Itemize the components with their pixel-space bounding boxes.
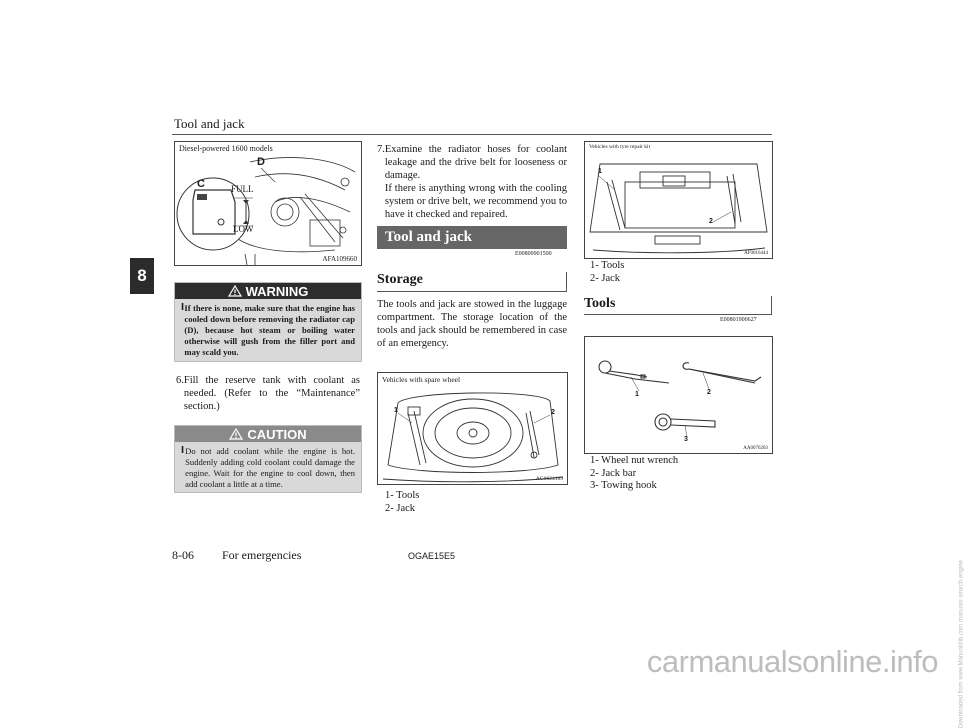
fig2-legend-item: 2- Jack	[385, 502, 416, 514]
fig3-legend-item: 2- Jack	[590, 272, 621, 284]
page-number: 8-06	[172, 548, 194, 562]
fig2-legend-item: 1- Tools	[385, 490, 420, 501]
step-6-text: Fill the reserve tank with coolant as needed. (Refer to the “Maintenance” section.)	[183, 375, 360, 412]
tools-legend	[590, 455, 678, 493]
fig3-label-1: 1	[598, 168, 602, 175]
tools-code: E00801900627	[720, 317, 757, 323]
warning-triangle-icon	[228, 285, 242, 297]
figure-reserve-tank	[174, 141, 362, 266]
fig3-legend-item: 1- Tools	[590, 260, 625, 271]
tools-label-1: 1	[635, 391, 639, 398]
footer-doc-code: OGAE15E5	[408, 551, 456, 561]
label-d: D	[257, 156, 265, 168]
figure-code: AA0076203	[743, 446, 768, 451]
figure-spare-wheel	[377, 372, 568, 485]
spare-wheel-illustration	[378, 373, 567, 484]
caution-bullet: l	[181, 446, 185, 456]
fig3-legend	[590, 260, 624, 285]
tools-legend-item: 2- Jack bar	[590, 467, 637, 479]
section-heading-bar	[377, 226, 567, 249]
fig2-label-1: 1	[394, 407, 398, 414]
figure-tools	[584, 336, 773, 454]
side-watermark: Downloaded from www.Manualslib.com manuals search engine	[958, 560, 964, 728]
section-code: E00800901500	[515, 251, 552, 257]
step-6	[176, 374, 360, 413]
tools-illustration	[585, 337, 772, 453]
tools-rule	[584, 314, 772, 315]
running-header-title: Tool and jack	[174, 116, 245, 131]
step-7	[377, 143, 567, 221]
step-7-text-2: If there is anything wrong with the cooling system or drive belt, we recommend you to have it checked and repaired.	[384, 183, 567, 220]
tools-legend-item: 1- Wheel nut wrench	[590, 455, 679, 466]
step-7-text-1: Examine the radiator hoses for coolant leakage and the drive belt for looseness or damage.	[384, 144, 567, 181]
warning-box	[174, 282, 362, 362]
warning-bullet: l	[181, 303, 185, 313]
reserve-tank-illustration	[175, 142, 361, 265]
figure-caption: Diesel-powered 1600 models	[179, 144, 273, 153]
fig2-label-2: 2	[551, 409, 555, 416]
label-low: LOW	[233, 224, 254, 234]
section-title: Tool and jack	[385, 229, 472, 245]
figure-caption: Vehicles with spare wheel	[382, 375, 461, 384]
figure-code: AF0016444	[744, 251, 768, 256]
tools-rule-tick	[771, 296, 772, 314]
tools-heading: Tools	[584, 296, 616, 311]
storage-text: The tools and jack are stowed in the luggage compartment. The storage location of the tools and jack should be remembered in case of an emergency.	[377, 299, 567, 349]
fig2-legend	[385, 490, 419, 515]
caution-title: CAUTION	[247, 426, 307, 442]
warning-header	[175, 283, 361, 299]
step-7-number: 7.	[377, 144, 385, 155]
caution-box	[174, 425, 362, 493]
caution-triangle-icon	[229, 428, 243, 440]
caution-text: Do not add coolant while the engine is hot. Suddenly adding cold coolant could damage the engine. Wait for the engine to cool down, then add coolant a little at a time.	[185, 446, 355, 489]
warning-title: WARNING	[245, 283, 309, 299]
tools-label-2: 2	[707, 389, 711, 396]
tools-label-3: 3	[684, 436, 688, 443]
storage-rule-tick	[566, 272, 567, 291]
figure-tyre-repair-kit	[584, 141, 773, 259]
figure-code: AG0024169	[535, 476, 563, 482]
step-6-number: 6.	[176, 375, 184, 386]
footer-section-title: For emergencies	[222, 548, 302, 562]
chapter-tab: 8	[130, 258, 154, 294]
warning-text: If there is none, make sure that the engine has cooled down before removing the radiator cap (D), because hot steam or boiling water otherwise will gush from the filler port and may scald you.	[184, 303, 355, 357]
label-c: C	[197, 178, 205, 190]
storage-heading: Storage	[377, 272, 423, 287]
tools-legend-item: 3- Towing hook	[590, 480, 657, 491]
label-full: FULL	[231, 184, 254, 194]
figure-code: AFA109660	[322, 255, 357, 263]
figure-caption: Vehicles with tyre repair kit	[589, 144, 651, 150]
fig3-label-2: 2	[709, 218, 713, 225]
tyre-repair-kit-illustration	[585, 142, 772, 258]
watermark-text: carmanualsonline.info	[646, 644, 938, 679]
header-rule	[172, 134, 772, 135]
caution-header	[175, 426, 361, 442]
storage-rule	[377, 291, 567, 292]
